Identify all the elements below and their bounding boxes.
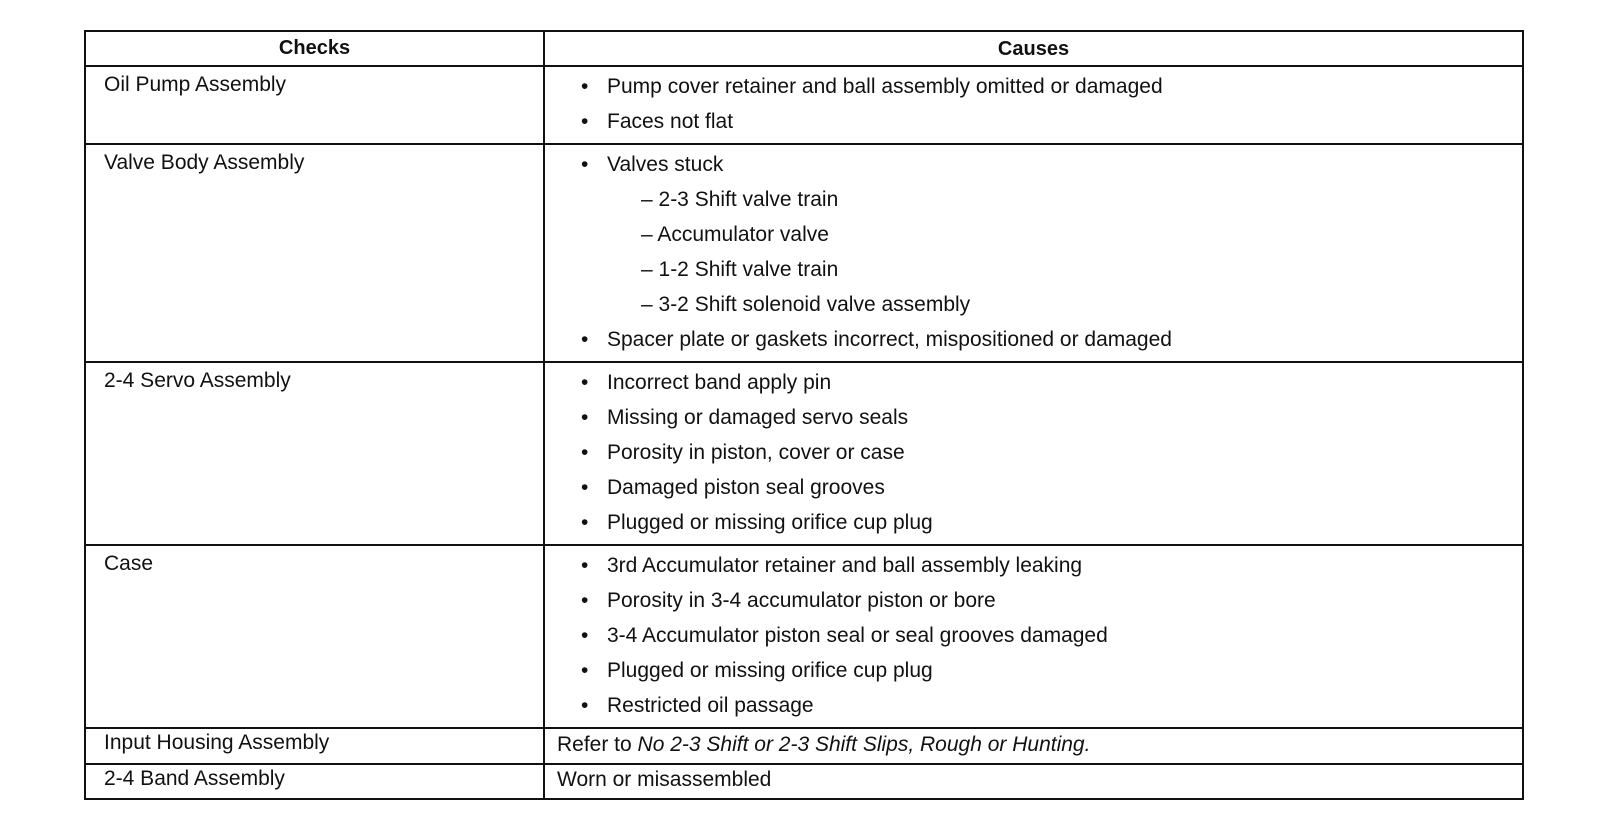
causes-cell xyxy=(545,363,1522,544)
cause-subitem: – 1-2 Shift valve train xyxy=(641,258,839,281)
check-cell: Input Housing Assembly xyxy=(86,729,545,763)
cause-subitem: – 2-3 Shift valve train xyxy=(641,188,839,211)
table-row xyxy=(86,765,1522,798)
causes-cell xyxy=(545,729,1522,763)
cause-item: • Incorrect band apply pin xyxy=(581,365,1522,400)
diagnosis-table xyxy=(84,30,1524,800)
check-cell: Case xyxy=(86,546,545,727)
cause-prefix: Refer to xyxy=(557,733,638,756)
header-checks: Checks xyxy=(86,32,545,65)
cause-subitem: – Accumulator valve xyxy=(641,223,829,246)
bullet-icon: • xyxy=(581,406,589,429)
cause-item xyxy=(557,729,1522,763)
table-row xyxy=(86,729,1522,765)
bullet-icon: • xyxy=(581,75,589,98)
table-header-row xyxy=(86,32,1522,67)
cause-reference: No 2-3 Shift or 2-3 Shift Slips, Rough or Hunting. xyxy=(637,733,1091,756)
causes-cell xyxy=(545,145,1522,361)
bullet-icon: • xyxy=(581,476,589,499)
table-row xyxy=(86,546,1522,729)
cause-subitem: – 3-2 Shift solenoid valve assembly xyxy=(641,293,971,316)
table-row xyxy=(86,363,1522,546)
cause-item: • Damaged piston seal grooves xyxy=(581,470,1522,505)
cause-item: • Spacer plate or gaskets incorrect, mispositioned or damaged xyxy=(581,322,1522,357)
header-causes: Causes xyxy=(997,38,1070,60)
table-row xyxy=(86,145,1522,363)
cause-item: • Missing or damaged servo seals xyxy=(581,400,1522,435)
cause-item: • Plugged or missing orifice cup plug xyxy=(581,653,1522,688)
causes-cell xyxy=(545,765,1522,798)
bullet-icon: • xyxy=(581,153,589,176)
check-cell: Oil Pump Assembly xyxy=(86,67,545,143)
cause-item: • Valves stuck xyxy=(581,147,1522,182)
bullet-icon: • xyxy=(581,371,589,394)
causes-cell xyxy=(545,546,1522,727)
cause-item: • Pump cover retainer and ball assembly omitted or damaged xyxy=(581,69,1522,104)
check-cell: Valve Body Assembly xyxy=(86,145,545,361)
cause-item: • Porosity in piston, cover or case xyxy=(581,435,1522,470)
bullet-icon: • xyxy=(581,624,589,647)
cause-item: • 3-4 Accumulator piston seal or seal grooves damaged xyxy=(581,618,1522,653)
bullet-icon: • xyxy=(581,511,589,534)
bullet-icon: • xyxy=(581,554,589,577)
cause-item: • Porosity in 3-4 accumulator piston or bore xyxy=(581,583,1522,618)
bullet-icon: • xyxy=(581,659,589,682)
check-cell: 2-4 Servo Assembly xyxy=(86,363,545,544)
bullet-icon: • xyxy=(581,441,589,464)
check-cell: 2-4 Band Assembly xyxy=(86,765,545,798)
cause-item: • Faces not flat xyxy=(581,104,1522,139)
cause-item: • Restricted oil passage xyxy=(581,688,1522,723)
bullet-icon: • xyxy=(581,694,589,717)
cause-item: • Plugged or missing orifice cup plug xyxy=(581,505,1522,540)
bullet-icon: • xyxy=(581,328,589,351)
bullet-icon: • xyxy=(581,589,589,612)
cause-item: Worn or misassembled xyxy=(557,768,772,791)
cause-item: • 3rd Accumulator retainer and ball assembly leaking xyxy=(581,548,1522,583)
causes-cell xyxy=(545,67,1522,143)
table-row xyxy=(86,67,1522,145)
bullet-icon: • xyxy=(581,110,589,133)
